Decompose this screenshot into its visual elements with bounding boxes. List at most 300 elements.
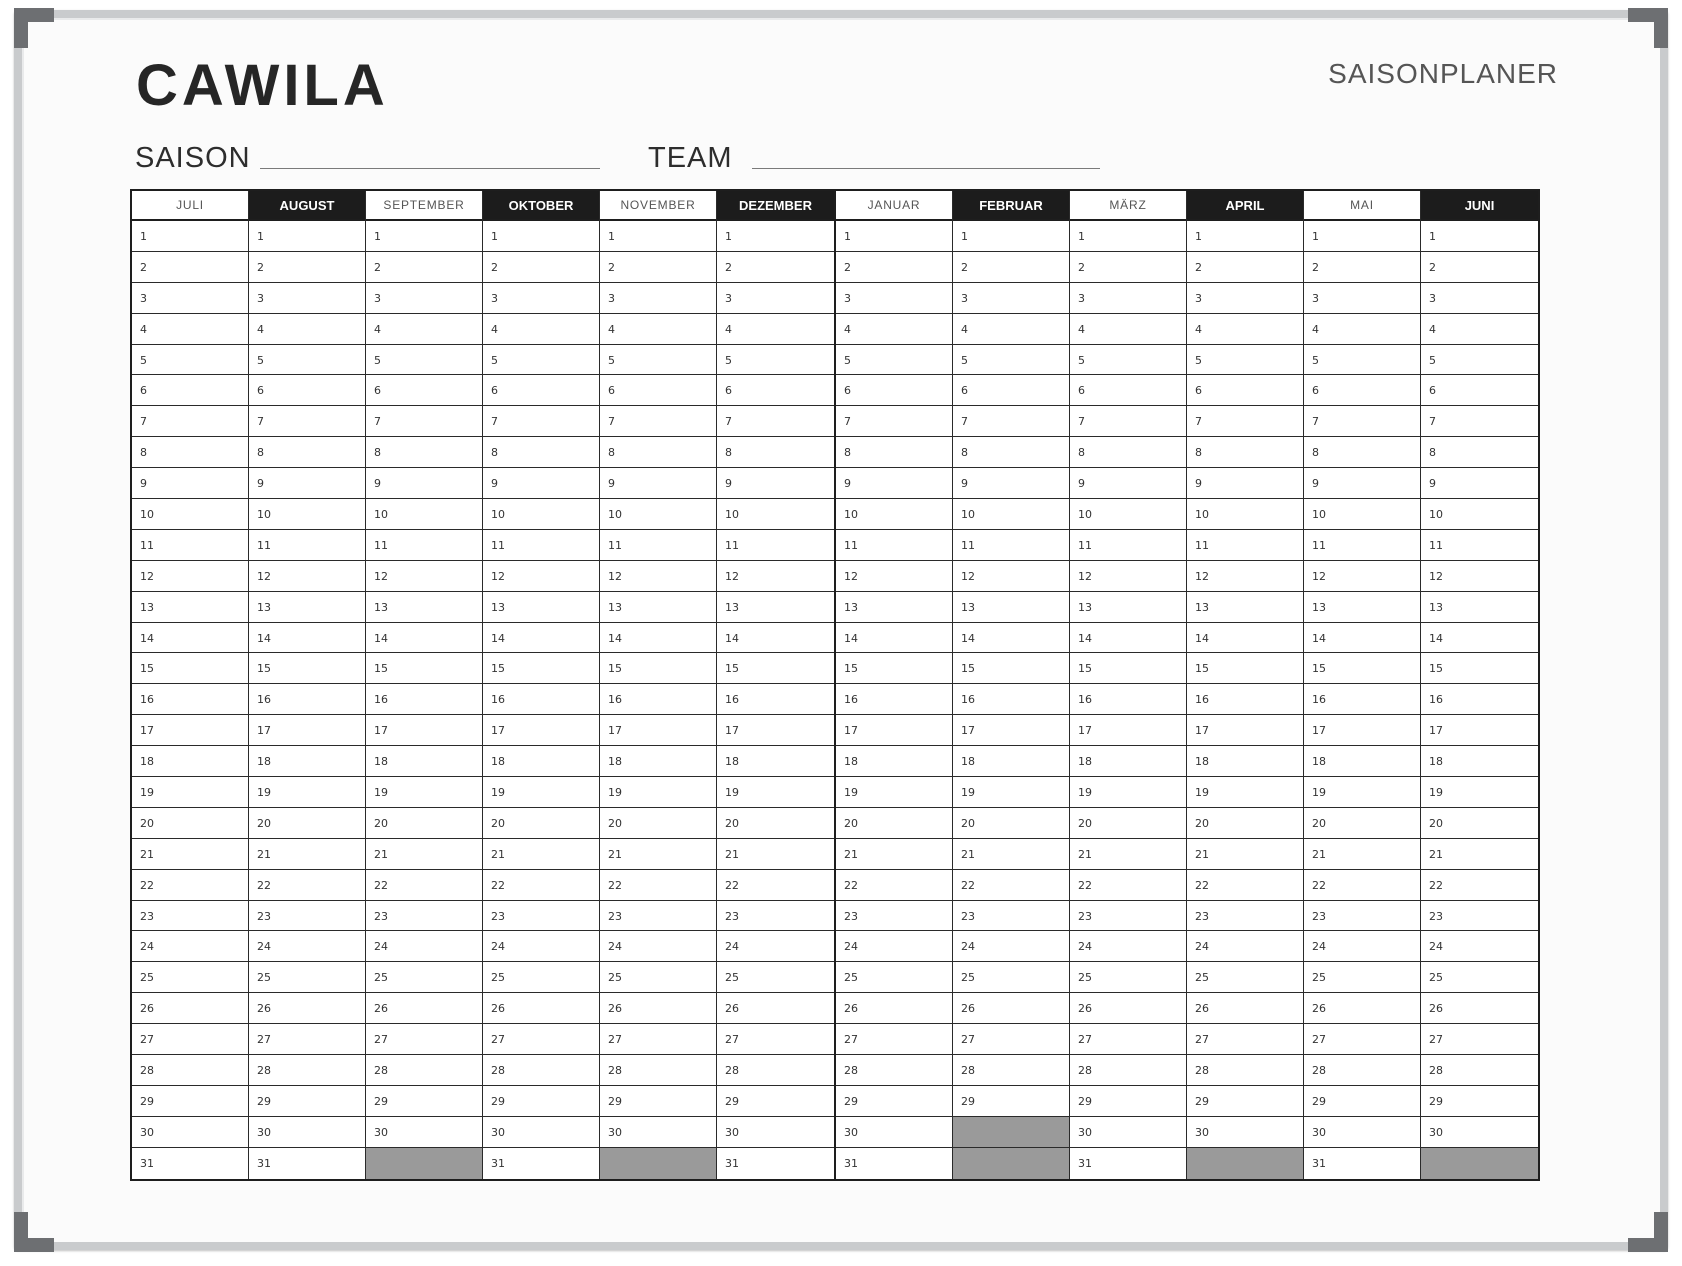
day-cell[interactable]: 7 — [132, 406, 248, 437]
day-cell[interactable]: 9 — [1070, 468, 1186, 499]
day-cell[interactable]: 22 — [1187, 870, 1303, 901]
day-cell[interactable]: 15 — [1187, 653, 1303, 684]
day-cell[interactable]: 3 — [366, 283, 482, 314]
day-cell[interactable]: 10 — [1070, 499, 1186, 530]
day-cell[interactable]: 18 — [1070, 746, 1186, 777]
day-cell[interactable]: 8 — [1421, 437, 1538, 468]
day-cell[interactable]: 28 — [249, 1055, 365, 1086]
day-cell[interactable]: 18 — [366, 746, 482, 777]
day-cell[interactable]: 30 — [132, 1117, 248, 1148]
day-cell[interactable]: 21 — [483, 839, 599, 870]
day-cell[interactable]: 10 — [1187, 499, 1303, 530]
day-cell[interactable]: 5 — [1304, 345, 1420, 376]
day-cell[interactable]: 2 — [1070, 252, 1186, 283]
day-cell[interactable]: 9 — [1304, 468, 1420, 499]
day-cell[interactable]: 1 — [132, 221, 248, 252]
day-cell[interactable]: 30 — [1187, 1117, 1303, 1148]
day-cell[interactable]: 16 — [717, 684, 834, 715]
day-cell[interactable]: 20 — [1421, 808, 1538, 839]
day-cell[interactable]: 11 — [483, 530, 599, 561]
day-cell[interactable]: 28 — [717, 1055, 834, 1086]
day-cell[interactable]: 24 — [600, 931, 716, 962]
day-cell[interactable]: 11 — [717, 530, 834, 561]
day-cell[interactable]: 18 — [836, 746, 952, 777]
day-cell[interactable]: 30 — [483, 1117, 599, 1148]
day-cell[interactable]: 10 — [366, 499, 482, 530]
day-cell[interactable]: 18 — [1187, 746, 1303, 777]
day-cell[interactable]: 20 — [132, 808, 248, 839]
day-cell[interactable]: 5 — [1187, 345, 1303, 376]
day-cell[interactable]: 9 — [836, 468, 952, 499]
day-cell[interactable]: 8 — [132, 437, 248, 468]
day-cell[interactable]: 7 — [483, 406, 599, 437]
day-cell[interactable]: 16 — [483, 684, 599, 715]
day-cell[interactable]: 31 — [249, 1148, 365, 1179]
day-cell[interactable]: 23 — [1187, 901, 1303, 932]
day-cell[interactable]: 1 — [836, 221, 952, 252]
day-cell[interactable]: 17 — [717, 715, 834, 746]
day-cell[interactable]: 23 — [366, 901, 482, 932]
day-cell[interactable]: 27 — [717, 1024, 834, 1055]
day-cell[interactable]: 15 — [717, 653, 834, 684]
day-cell[interactable]: 27 — [1070, 1024, 1186, 1055]
day-cell[interactable]: 1 — [1421, 221, 1538, 252]
day-cell[interactable]: 13 — [1304, 592, 1420, 623]
day-cell[interactable]: 14 — [483, 623, 599, 654]
day-cell[interactable]: 13 — [483, 592, 599, 623]
day-cell[interactable]: 14 — [132, 623, 248, 654]
day-cell[interactable]: 22 — [483, 870, 599, 901]
day-cell[interactable]: 11 — [132, 530, 248, 561]
day-cell[interactable]: 6 — [836, 375, 952, 406]
day-cell[interactable]: 23 — [132, 901, 248, 932]
day-cell[interactable]: 6 — [600, 375, 716, 406]
day-cell[interactable]: 7 — [1421, 406, 1538, 437]
day-cell[interactable]: 23 — [1421, 901, 1538, 932]
day-cell[interactable]: 9 — [483, 468, 599, 499]
day-cell[interactable]: 21 — [1421, 839, 1538, 870]
day-cell[interactable]: 27 — [1421, 1024, 1538, 1055]
day-cell[interactable]: 22 — [249, 870, 365, 901]
day-cell[interactable]: 19 — [249, 777, 365, 808]
day-cell[interactable]: 11 — [953, 530, 1069, 561]
day-cell[interactable]: 18 — [132, 746, 248, 777]
day-cell[interactable]: 13 — [1421, 592, 1538, 623]
day-cell[interactable]: 12 — [483, 561, 599, 592]
day-cell[interactable]: 21 — [132, 839, 248, 870]
day-cell[interactable]: 4 — [366, 314, 482, 345]
day-cell[interactable]: 31 — [132, 1148, 248, 1179]
day-cell[interactable]: 12 — [1187, 561, 1303, 592]
day-cell[interactable]: 12 — [953, 561, 1069, 592]
day-cell[interactable]: 1 — [1070, 221, 1186, 252]
day-cell[interactable]: 30 — [836, 1117, 952, 1148]
day-cell[interactable]: 30 — [366, 1117, 482, 1148]
day-cell[interactable]: 24 — [1187, 931, 1303, 962]
day-cell[interactable]: 29 — [366, 1086, 482, 1117]
day-cell[interactable]: 15 — [1304, 653, 1420, 684]
day-cell[interactable]: 19 — [953, 777, 1069, 808]
day-cell[interactable]: 12 — [836, 561, 952, 592]
day-cell[interactable]: 14 — [366, 623, 482, 654]
day-cell[interactable]: 5 — [600, 345, 716, 376]
day-cell[interactable]: 13 — [717, 592, 834, 623]
day-cell[interactable]: 30 — [249, 1117, 365, 1148]
day-cell[interactable]: 21 — [953, 839, 1069, 870]
day-cell[interactable]: 8 — [249, 437, 365, 468]
day-cell[interactable]: 4 — [1304, 314, 1420, 345]
day-cell[interactable]: 29 — [600, 1086, 716, 1117]
day-cell[interactable]: 2 — [836, 252, 952, 283]
day-cell[interactable]: 6 — [1187, 375, 1303, 406]
day-cell[interactable]: 18 — [1304, 746, 1420, 777]
day-cell[interactable]: 25 — [249, 962, 365, 993]
day-cell[interactable]: 26 — [1304, 993, 1420, 1024]
day-cell[interactable]: 28 — [132, 1055, 248, 1086]
day-cell[interactable]: 6 — [1304, 375, 1420, 406]
day-cell[interactable]: 15 — [1421, 653, 1538, 684]
day-cell[interactable]: 8 — [483, 437, 599, 468]
day-cell[interactable]: 2 — [132, 252, 248, 283]
day-cell[interactable]: 31 — [483, 1148, 599, 1179]
day-cell[interactable]: 20 — [836, 808, 952, 839]
day-cell[interactable]: 19 — [483, 777, 599, 808]
day-cell[interactable]: 4 — [132, 314, 248, 345]
day-cell[interactable]: 27 — [836, 1024, 952, 1055]
day-cell[interactable]: 10 — [1304, 499, 1420, 530]
day-cell[interactable]: 2 — [717, 252, 834, 283]
day-cell[interactable]: 22 — [836, 870, 952, 901]
day-cell[interactable]: 13 — [132, 592, 248, 623]
day-cell[interactable]: 24 — [132, 931, 248, 962]
day-cell[interactable]: 5 — [953, 345, 1069, 376]
day-cell[interactable]: 11 — [1187, 530, 1303, 561]
day-cell[interactable]: 14 — [1421, 623, 1538, 654]
day-cell[interactable]: 14 — [1070, 623, 1186, 654]
day-cell[interactable]: 29 — [1187, 1086, 1303, 1117]
day-cell[interactable]: 8 — [836, 437, 952, 468]
day-cell[interactable]: 18 — [717, 746, 834, 777]
day-cell[interactable]: 9 — [132, 468, 248, 499]
day-cell[interactable]: 23 — [1070, 901, 1186, 932]
day-cell[interactable]: 23 — [717, 901, 834, 932]
day-cell[interactable]: 18 — [249, 746, 365, 777]
day-cell[interactable]: 13 — [953, 592, 1069, 623]
day-cell[interactable]: 22 — [717, 870, 834, 901]
day-cell[interactable]: 4 — [836, 314, 952, 345]
day-cell[interactable]: 10 — [600, 499, 716, 530]
day-cell[interactable]: 16 — [1304, 684, 1420, 715]
day-cell[interactable]: 15 — [132, 653, 248, 684]
day-cell[interactable]: 24 — [836, 931, 952, 962]
day-cell[interactable]: 19 — [132, 777, 248, 808]
day-cell[interactable]: 3 — [836, 283, 952, 314]
day-cell[interactable]: 19 — [1187, 777, 1303, 808]
day-cell[interactable]: 17 — [366, 715, 482, 746]
day-cell[interactable]: 26 — [1070, 993, 1186, 1024]
day-cell[interactable]: 7 — [600, 406, 716, 437]
day-cell[interactable]: 22 — [132, 870, 248, 901]
day-cell[interactable]: 19 — [600, 777, 716, 808]
day-cell[interactable]: 3 — [1421, 283, 1538, 314]
day-cell[interactable]: 23 — [249, 901, 365, 932]
day-cell[interactable]: 2 — [1304, 252, 1420, 283]
day-cell[interactable]: 12 — [1421, 561, 1538, 592]
day-cell[interactable]: 19 — [1304, 777, 1420, 808]
day-cell[interactable]: 26 — [132, 993, 248, 1024]
day-cell[interactable]: 23 — [953, 901, 1069, 932]
day-cell[interactable]: 3 — [600, 283, 716, 314]
day-cell[interactable]: 8 — [366, 437, 482, 468]
day-cell[interactable]: 17 — [132, 715, 248, 746]
day-cell[interactable]: 7 — [717, 406, 834, 437]
day-cell[interactable]: 27 — [132, 1024, 248, 1055]
day-cell[interactable]: 29 — [717, 1086, 834, 1117]
day-cell[interactable]: 11 — [366, 530, 482, 561]
day-cell[interactable]: 7 — [249, 406, 365, 437]
day-cell[interactable]: 4 — [717, 314, 834, 345]
day-cell[interactable]: 16 — [1421, 684, 1538, 715]
day-cell[interactable]: 31 — [1304, 1148, 1420, 1179]
day-cell[interactable]: 22 — [600, 870, 716, 901]
day-cell[interactable]: 11 — [249, 530, 365, 561]
day-cell[interactable]: 4 — [1070, 314, 1186, 345]
day-cell[interactable]: 25 — [600, 962, 716, 993]
day-cell[interactable]: 23 — [1304, 901, 1420, 932]
day-cell[interactable]: 21 — [1187, 839, 1303, 870]
day-cell[interactable]: 20 — [717, 808, 834, 839]
day-cell[interactable]: 4 — [600, 314, 716, 345]
day-cell[interactable]: 25 — [366, 962, 482, 993]
day-cell[interactable]: 24 — [1070, 931, 1186, 962]
day-cell[interactable]: 26 — [249, 993, 365, 1024]
day-cell[interactable]: 3 — [1304, 283, 1420, 314]
day-cell[interactable]: 17 — [1421, 715, 1538, 746]
day-cell[interactable]: 13 — [249, 592, 365, 623]
day-cell[interactable]: 28 — [483, 1055, 599, 1086]
day-cell[interactable]: 9 — [717, 468, 834, 499]
day-cell[interactable]: 21 — [366, 839, 482, 870]
day-cell[interactable]: 7 — [1070, 406, 1186, 437]
day-cell[interactable]: 23 — [483, 901, 599, 932]
day-cell[interactable]: 18 — [483, 746, 599, 777]
day-cell[interactable]: 28 — [836, 1055, 952, 1086]
day-cell[interactable]: 3 — [1187, 283, 1303, 314]
day-cell[interactable]: 31 — [1070, 1148, 1186, 1179]
day-cell[interactable]: 1 — [1304, 221, 1420, 252]
day-cell[interactable]: 28 — [600, 1055, 716, 1086]
day-cell[interactable]: 16 — [1070, 684, 1186, 715]
day-cell[interactable]: 28 — [1421, 1055, 1538, 1086]
day-cell[interactable]: 31 — [836, 1148, 952, 1179]
day-cell[interactable]: 30 — [1421, 1117, 1538, 1148]
day-cell[interactable]: 12 — [717, 561, 834, 592]
day-cell[interactable]: 25 — [836, 962, 952, 993]
day-cell[interactable]: 7 — [1304, 406, 1420, 437]
day-cell[interactable]: 11 — [836, 530, 952, 561]
day-cell[interactable]: 1 — [953, 221, 1069, 252]
day-cell[interactable]: 30 — [1070, 1117, 1186, 1148]
saison-write-line[interactable] — [260, 168, 600, 169]
day-cell[interactable]: 27 — [483, 1024, 599, 1055]
day-cell[interactable]: 21 — [1304, 839, 1420, 870]
day-cell[interactable]: 27 — [249, 1024, 365, 1055]
day-cell[interactable]: 19 — [1421, 777, 1538, 808]
day-cell[interactable]: 27 — [600, 1024, 716, 1055]
day-cell[interactable]: 12 — [249, 561, 365, 592]
day-cell[interactable]: 2 — [483, 252, 599, 283]
day-cell[interactable]: 12 — [132, 561, 248, 592]
day-cell[interactable]: 6 — [1070, 375, 1186, 406]
day-cell[interactable]: 4 — [483, 314, 599, 345]
team-write-line[interactable] — [752, 168, 1100, 169]
day-cell[interactable]: 6 — [366, 375, 482, 406]
day-cell[interactable]: 24 — [953, 931, 1069, 962]
day-cell[interactable]: 3 — [1070, 283, 1186, 314]
day-cell[interactable]: 8 — [953, 437, 1069, 468]
day-cell[interactable]: 2 — [366, 252, 482, 283]
day-cell[interactable]: 8 — [717, 437, 834, 468]
day-cell[interactable]: 5 — [1421, 345, 1538, 376]
day-cell[interactable]: 29 — [483, 1086, 599, 1117]
day-cell[interactable]: 2 — [953, 252, 1069, 283]
day-cell[interactable]: 9 — [1421, 468, 1538, 499]
day-cell[interactable]: 15 — [953, 653, 1069, 684]
day-cell[interactable]: 9 — [1187, 468, 1303, 499]
day-cell[interactable]: 22 — [1421, 870, 1538, 901]
day-cell[interactable]: 16 — [836, 684, 952, 715]
day-cell[interactable]: 10 — [953, 499, 1069, 530]
day-cell[interactable]: 25 — [483, 962, 599, 993]
day-cell[interactable]: 17 — [1070, 715, 1186, 746]
day-cell[interactable]: 1 — [366, 221, 482, 252]
day-cell[interactable]: 20 — [1304, 808, 1420, 839]
day-cell[interactable]: 17 — [1304, 715, 1420, 746]
day-cell[interactable]: 14 — [717, 623, 834, 654]
day-cell[interactable]: 15 — [366, 653, 482, 684]
day-cell[interactable]: 30 — [717, 1117, 834, 1148]
day-cell[interactable]: 20 — [249, 808, 365, 839]
day-cell[interactable]: 20 — [1070, 808, 1186, 839]
day-cell[interactable]: 20 — [483, 808, 599, 839]
day-cell[interactable]: 16 — [600, 684, 716, 715]
day-cell[interactable]: 28 — [953, 1055, 1069, 1086]
day-cell[interactable]: 5 — [1070, 345, 1186, 376]
day-cell[interactable]: 16 — [366, 684, 482, 715]
day-cell[interactable]: 8 — [1070, 437, 1186, 468]
day-cell[interactable]: 6 — [249, 375, 365, 406]
day-cell[interactable]: 18 — [600, 746, 716, 777]
day-cell[interactable]: 26 — [1421, 993, 1538, 1024]
day-cell[interactable]: 28 — [1070, 1055, 1186, 1086]
day-cell[interactable]: 25 — [1304, 962, 1420, 993]
day-cell[interactable]: 6 — [717, 375, 834, 406]
day-cell[interactable]: 16 — [132, 684, 248, 715]
day-cell[interactable]: 19 — [836, 777, 952, 808]
day-cell[interactable]: 24 — [249, 931, 365, 962]
day-cell[interactable]: 10 — [1421, 499, 1538, 530]
day-cell[interactable]: 28 — [1187, 1055, 1303, 1086]
day-cell[interactable]: 13 — [1187, 592, 1303, 623]
day-cell[interactable]: 4 — [249, 314, 365, 345]
day-cell[interactable]: 8 — [1304, 437, 1420, 468]
day-cell[interactable]: 17 — [483, 715, 599, 746]
day-cell[interactable]: 26 — [600, 993, 716, 1024]
day-cell[interactable]: 13 — [600, 592, 716, 623]
day-cell[interactable]: 25 — [1187, 962, 1303, 993]
day-cell[interactable]: 4 — [1187, 314, 1303, 345]
day-cell[interactable]: 27 — [366, 1024, 482, 1055]
day-cell[interactable]: 24 — [717, 931, 834, 962]
day-cell[interactable]: 15 — [483, 653, 599, 684]
day-cell[interactable]: 28 — [366, 1055, 482, 1086]
day-cell[interactable]: 7 — [1187, 406, 1303, 437]
day-cell[interactable]: 15 — [600, 653, 716, 684]
day-cell[interactable]: 31 — [717, 1148, 834, 1179]
day-cell[interactable]: 2 — [600, 252, 716, 283]
day-cell[interactable]: 25 — [717, 962, 834, 993]
day-cell[interactable]: 24 — [483, 931, 599, 962]
day-cell[interactable]: 15 — [836, 653, 952, 684]
day-cell[interactable]: 5 — [366, 345, 482, 376]
day-cell[interactable]: 17 — [836, 715, 952, 746]
day-cell[interactable]: 29 — [836, 1086, 952, 1117]
day-cell[interactable]: 27 — [953, 1024, 1069, 1055]
day-cell[interactable]: 5 — [483, 345, 599, 376]
day-cell[interactable]: 30 — [600, 1117, 716, 1148]
day-cell[interactable]: 10 — [483, 499, 599, 530]
day-cell[interactable]: 24 — [366, 931, 482, 962]
day-cell[interactable]: 23 — [600, 901, 716, 932]
day-cell[interactable]: 14 — [953, 623, 1069, 654]
day-cell[interactable]: 18 — [953, 746, 1069, 777]
day-cell[interactable]: 29 — [249, 1086, 365, 1117]
day-cell[interactable]: 28 — [1304, 1055, 1420, 1086]
day-cell[interactable]: 19 — [366, 777, 482, 808]
day-cell[interactable]: 7 — [953, 406, 1069, 437]
day-cell[interactable]: 25 — [1421, 962, 1538, 993]
day-cell[interactable]: 20 — [1187, 808, 1303, 839]
day-cell[interactable]: 3 — [249, 283, 365, 314]
day-cell[interactable]: 22 — [366, 870, 482, 901]
day-cell[interactable]: 7 — [366, 406, 482, 437]
day-cell[interactable]: 25 — [132, 962, 248, 993]
day-cell[interactable]: 4 — [953, 314, 1069, 345]
day-cell[interactable]: 11 — [1421, 530, 1538, 561]
day-cell[interactable]: 3 — [717, 283, 834, 314]
day-cell[interactable]: 22 — [953, 870, 1069, 901]
day-cell[interactable]: 5 — [836, 345, 952, 376]
day-cell[interactable]: 3 — [953, 283, 1069, 314]
day-cell[interactable]: 26 — [953, 993, 1069, 1024]
day-cell[interactable]: 12 — [366, 561, 482, 592]
day-cell[interactable]: 5 — [717, 345, 834, 376]
day-cell[interactable]: 1 — [483, 221, 599, 252]
day-cell[interactable]: 2 — [1187, 252, 1303, 283]
day-cell[interactable]: 21 — [836, 839, 952, 870]
day-cell[interactable]: 6 — [953, 375, 1069, 406]
day-cell[interactable]: 26 — [717, 993, 834, 1024]
day-cell[interactable]: 15 — [1070, 653, 1186, 684]
day-cell[interactable]: 26 — [366, 993, 482, 1024]
day-cell[interactable]: 13 — [366, 592, 482, 623]
day-cell[interactable]: 16 — [1187, 684, 1303, 715]
day-cell[interactable]: 27 — [1187, 1024, 1303, 1055]
day-cell[interactable]: 8 — [1187, 437, 1303, 468]
day-cell[interactable]: 22 — [1070, 870, 1186, 901]
day-cell[interactable]: 26 — [836, 993, 952, 1024]
day-cell[interactable]: 1 — [600, 221, 716, 252]
